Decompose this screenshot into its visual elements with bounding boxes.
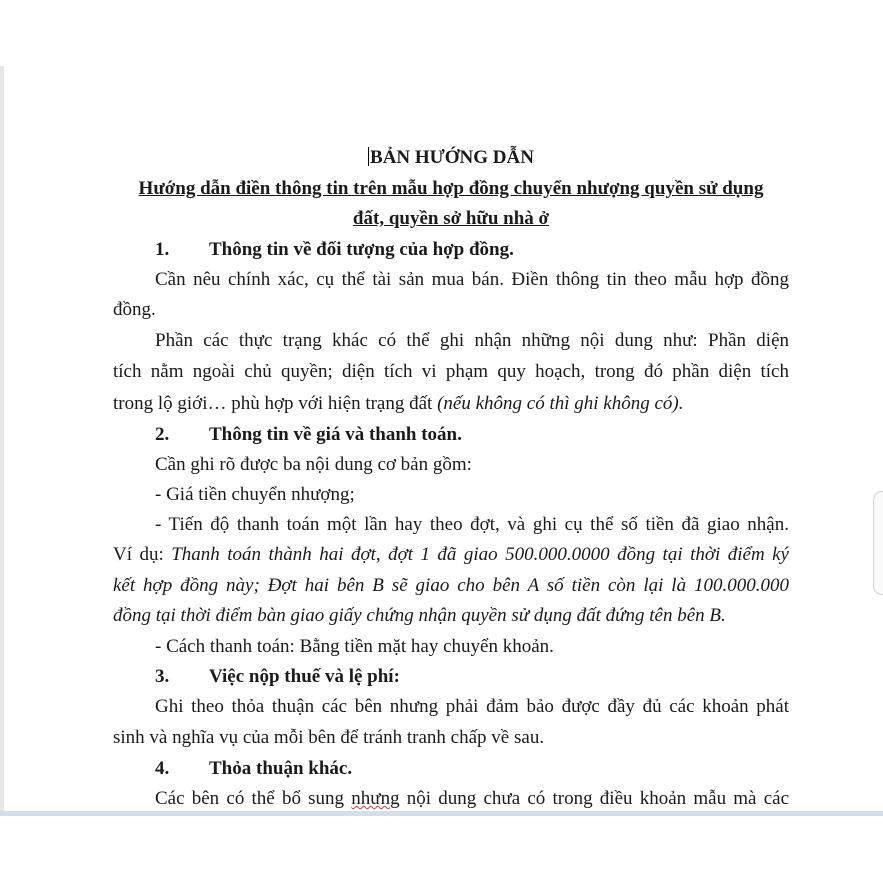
section-1-para-2-line-3 <box>113 391 683 417</box>
section-2-heading <box>155 422 462 448</box>
section-2-para-3-line-3: kết hợp đồng này; Đợt hai bên B sẽ giao cho bên A số tiền còn lại là 100.000.000 <box>113 575 789 596</box>
section-2-para-2: - Giá tiền chuyển nhượng; <box>155 484 355 505</box>
section-1-heading <box>155 237 514 263</box>
side-panel-handle[interactable] <box>873 491 883 595</box>
document-title <box>113 145 789 171</box>
section-1-para-2-line-2: tích nằm ngoài chủ quyền; diện tích vi phạm quy hoạch, trong đó phần diện tích <box>113 361 789 382</box>
section-4-text-a: Các bên có thể bổ sung <box>155 788 352 809</box>
section-1-para-2-line-3-text: trong lộ giới… phù hợp với hiện trạng đất <box>113 393 438 414</box>
section-1-para-2-line-1: Phần các thực trạng khác có thể ghi nhận những nội dung như: Phần diện <box>155 330 789 351</box>
section-1-para-2-note: (nếu không có thì ghi không có). <box>437 393 684 414</box>
section-1-para-1-line-2: đồng. <box>113 299 156 320</box>
section-2-para-1: Cần ghi rõ được ba nội dung cơ bản gồm: <box>155 454 472 475</box>
section-4-heading <box>155 756 352 782</box>
section-1-number: 1. <box>155 239 170 260</box>
section-1-para-1-line-1: Cần nêu chính xác, cụ thể tài sản mua bán. Điền thông tin theo mẫu hợp đồng <box>155 269 789 290</box>
example-label: Ví dụ: <box>113 544 172 565</box>
section-2-para-4: - Cách thanh toán: Bằng tiền mặt hay chuyển khoản. <box>155 636 554 657</box>
section-1-title: Thông tin về đối tượng của hợp đồng. <box>209 239 514 260</box>
section-4-title: Thỏa thuận khác. <box>209 758 353 779</box>
section-3-number: 3. <box>155 666 170 687</box>
spelling-error-word[interactable]: nhưng <box>351 788 400 809</box>
section-3-para-1-line-2: sinh và nghĩa vụ của mỗi bên để tránh tranh chấp về sau. <box>113 727 545 748</box>
section-4-number: 4. <box>155 758 170 779</box>
text-cursor <box>368 147 369 166</box>
subtitle-line-1: Hướng dẫn điền thông tin trên mẫu hợp đồng chuyển nhượng quyền sử dụng <box>138 178 764 199</box>
section-2-number: 2. <box>155 424 170 445</box>
page-bottom-edge <box>0 811 883 816</box>
section-2-para-3-line-2 <box>113 542 789 568</box>
section-3-para-1-line-1: Ghi theo thỏa thuận các bên nhưng phải đảm bảo được đầy đủ các khoản phát <box>155 696 789 717</box>
example-text-1: Thanh toán thành hai đợt, đợt 1 đã giao 500.000.0000 đồng tại thời điểm ký <box>171 544 789 565</box>
section-2-para-3-line-1: - Tiến độ thanh toán một lần hay theo đợt, và ghi cụ thể số tiền đã giao nhận. <box>155 514 789 535</box>
section-3-heading <box>155 664 400 690</box>
section-2-para-3-line-4: đồng tại thời điểm bàn giao giấy chứng nhận quyền sử dụng đất đứng tên bên B. <box>113 605 726 626</box>
section-3-title: Việc nộp thuế và lệ phí: <box>209 666 400 687</box>
section-4-text-c: nội dung chưa có trong điều khoản mẫu mà các <box>399 788 789 809</box>
document-title-text: BẢN HƯỚNG DẪN <box>370 147 534 168</box>
subtitle-line-2: đất, quyền sở hữu nhà ở <box>352 208 550 229</box>
section-4-para-1-line-1 <box>155 786 789 812</box>
section-2-title: Thông tin về giá và thanh toán. <box>209 424 462 445</box>
